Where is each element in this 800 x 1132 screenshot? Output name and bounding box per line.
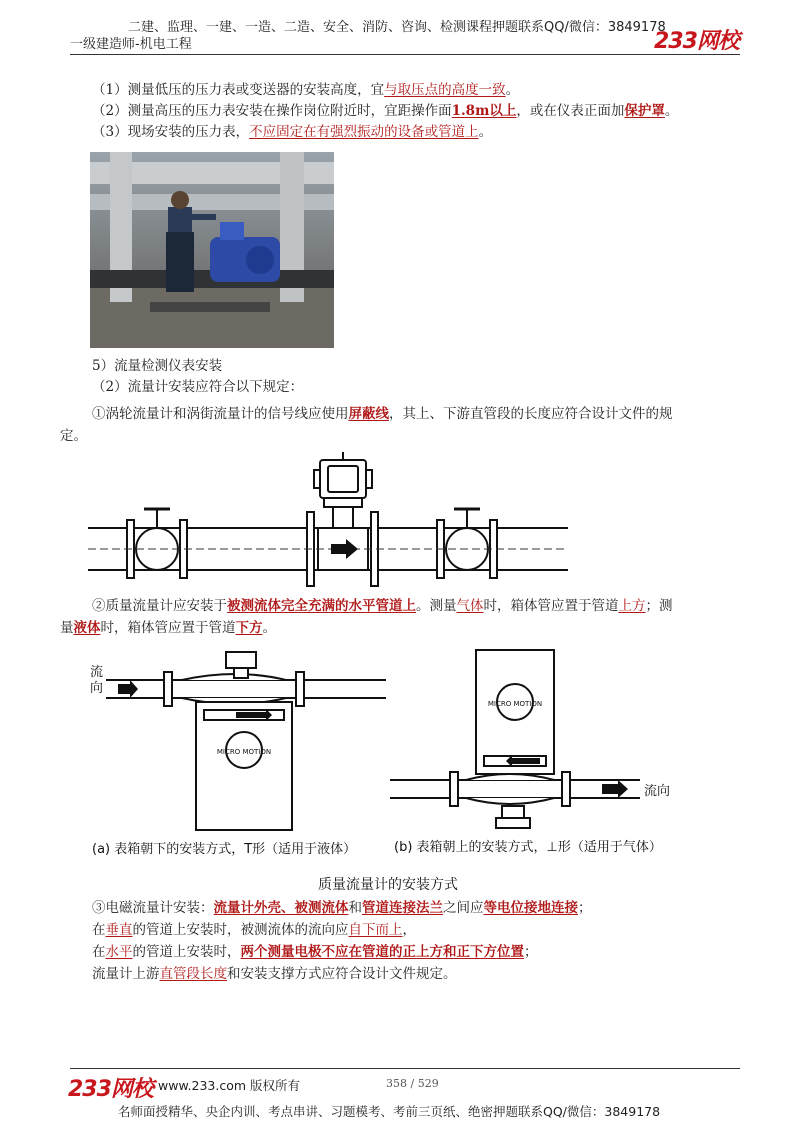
header-logo: 233网校 [654,29,739,54]
paragraph-pressure-1: （1）测量低压的压力表或变送器的安装高度，宜与取压点的高度一致。 [92,82,520,98]
flow-direction-label-left: 流向 [90,665,104,696]
mass-meter-figure-a [86,648,386,838]
paragraph-em-line3: 在水平的管道上安装时，两个测量电极不应在管道的正上方和正下方位置； [92,944,538,960]
brand-label-b: MICRO MOTION [487,700,543,708]
footer-site-link[interactable]: www.233.com 版权所有 [158,1078,300,1093]
paragraph-mass-line1: ②质量流量计应安装于被测流体完全充满的水平管道上。测量气体时，箱体管应置于管道上方；测 [92,598,673,614]
paragraph-turbine-line1: ①涡轮流量计和涡街流量计的信号线应使用屏蔽线，其上、下游直管段的长度应符合设计文件的规 [92,406,673,422]
paragraph-pressure-3: （3）现场安装的压力表，不应固定在有强烈振动的设备或管道上。 [92,124,493,140]
turbine-meter-diagram [88,452,568,592]
header-subtitle: 一级建造师-机电工程 [70,37,192,52]
section-subtitle-flow: （2）流量计安装应符合以下规定： [92,379,304,395]
page-number: 358 / 529 [386,1077,439,1090]
header-contact-line: 二建、监理、一建、一造、二造、安全、消防、咨询、检测课程押题联系QQ/微信：3849178 [128,20,666,35]
paragraph-em-line1: ③电磁流量计安装：流量计外壳、被测流体和管道连接法兰之间应等电位接地连接； [92,900,592,916]
figure-caption-b: (b) 表箱朝上的安装方式，⊥形（适用于气体） [394,840,662,855]
paragraph-mass-line2: 量液体时，箱体管应置于管道下方。 [60,620,276,636]
brand-label-a: MICRO MOTION [216,748,272,756]
paragraph-turbine-line2: 定。 [60,428,87,444]
paragraph-em-line2: 在垂直的管道上安装时，被测流体的流向应自下而上， [92,922,416,938]
footer-divider [70,1068,740,1069]
mass-meter-figure-b [390,640,730,835]
paragraph-em-line4: 流量计上游直管段长度和安装支撑方式应符合设计文件规定。 [92,966,457,982]
paragraph-pressure-2: （2）测量高压的压力表安装在操作岗位附近时，宜距操作面1.8m以上，或在仪表正面加保护罩。 [92,103,679,119]
footer-logo: 233网校 [68,1077,153,1102]
header-divider [70,54,740,55]
flow-direction-label-right: 流向 [644,784,671,799]
footer-contact-line: 名师面授精华、央企内训、考点串讲、习题模考、考前三页纸、绝密押题联系QQ/微信：3849178 [118,1104,661,1119]
figure-caption-a: (a) 表箱朝下的安装方式，T形（适用于液体） [92,842,357,857]
figure-title: 质量流量计的安装方式 [318,877,458,893]
installation-photo [90,152,334,348]
section-title-flow: 5）流量检测仪表安装 [92,358,223,374]
